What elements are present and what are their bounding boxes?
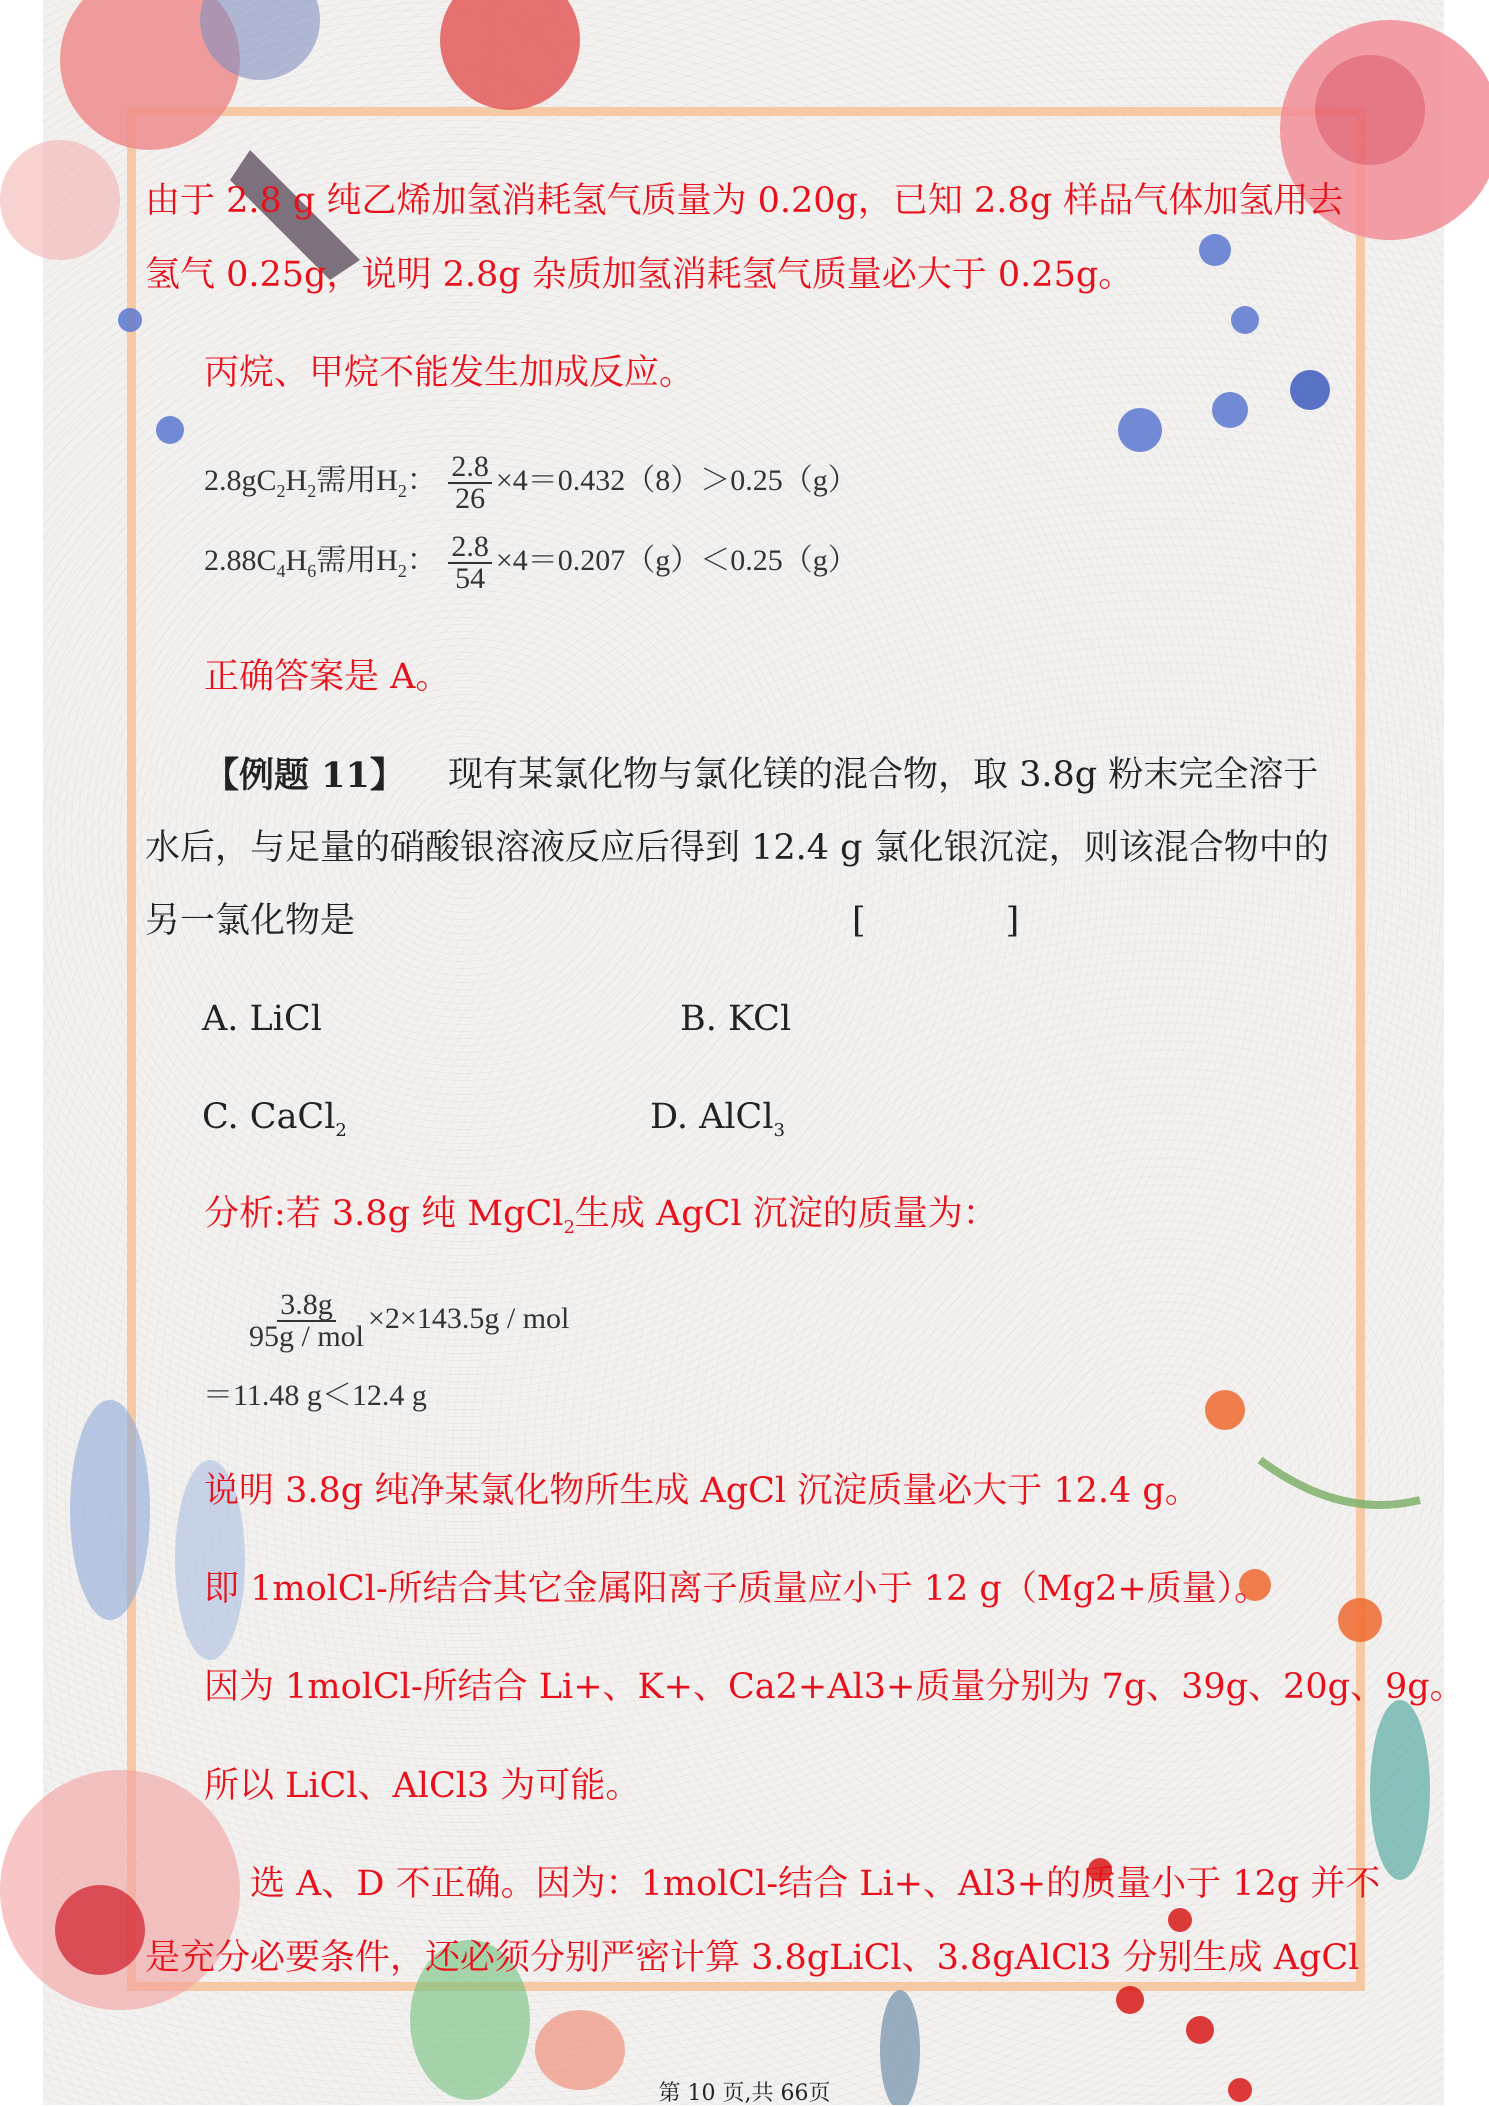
calc-formula <box>245 1290 569 1352</box>
calc-result: ＝11.48 g＜12.4 g <box>203 1379 427 1412</box>
analysis-text <box>204 1194 998 1238</box>
formula-text: ： <box>406 463 437 497</box>
question-text: 水后，与足量的硝酸银溶液反应后得到 12.4 g 氯化银沉淀，则该混合物中的 <box>145 828 1329 868</box>
formula-text: 需用H <box>316 463 398 497</box>
formula-text: ×4＝0.432（8）＞0.25（g） <box>495 463 858 497</box>
rose-icon <box>440 0 580 110</box>
formula-text: 2.8gC <box>204 463 277 497</box>
option-a: A. LiCl <box>202 999 322 1039</box>
formula-c4h6 <box>204 532 858 594</box>
question-text: 另一氯化物是 <box>145 901 356 941</box>
option-d <box>650 1097 785 1141</box>
example-title: 【例题 11】 <box>204 755 405 796</box>
formula-sub: 2 <box>397 480 407 501</box>
fraction <box>448 532 492 594</box>
analysis-part: 生成 AgCl 沉淀的质量为： <box>574 1194 998 1234</box>
fraction <box>448 452 492 514</box>
text-line: 因为 1molCl-所结合 Li+、K+、Ca2+Al3+质量分别为 7g、39g、20g、9g。 <box>204 1667 1465 1707</box>
numerator: 2.8 <box>448 532 492 564</box>
denominator: 95g / mol <box>249 1320 365 1353</box>
answer-text: 正确答案是 A。 <box>204 657 451 697</box>
denominator: 54 <box>455 562 486 595</box>
numerator: 2.8 <box>448 452 492 484</box>
formula-text: 2.88C <box>204 543 277 577</box>
answer-bracket: [ ] <box>852 901 1020 941</box>
formula-text: ×2×143.5g / mol <box>368 1301 570 1335</box>
formula-text: H <box>285 463 308 497</box>
text-line: 所以 LiCl、AlCl3 为可能。 <box>204 1766 641 1806</box>
formula-sub: 6 <box>307 560 317 581</box>
option-c <box>202 1097 347 1141</box>
analysis-sub: 2 <box>563 1217 575 1238</box>
formula-sub: 4 <box>276 560 286 581</box>
fraction <box>249 1290 364 1352</box>
formula-c2h2 <box>204 452 858 514</box>
analysis-part: 分析:若 3.8g 纯 MgCl <box>204 1194 564 1234</box>
text-line: 丙烷、甲烷不能发生加成反应。 <box>204 353 695 393</box>
formula-sub: 2 <box>276 480 286 501</box>
option-text: C. CaCl <box>202 1097 336 1137</box>
page-footer: 第 10 页,共 66页 <box>658 2081 831 2106</box>
option-b: B. KCl <box>680 999 792 1039</box>
option-text: D. AlCl <box>650 1097 774 1137</box>
option-sub: 2 <box>335 1120 347 1141</box>
formula-sub: 2 <box>397 560 407 581</box>
question-text: 现有某氯化物与氯化镁的混合物，取 3.8g 粉末完全溶于 <box>448 755 1319 795</box>
formula-sub: 2 <box>307 480 317 501</box>
formula-text: ×4＝0.207（g）＜0.25（g） <box>495 543 858 577</box>
text-line: 由于 2.8 g 纯乙烯加氢消耗氢气质量为 0.20g，已知 2.8g 样品气体加氢用去 <box>145 181 1344 221</box>
numerator: 3.8g <box>277 1290 336 1322</box>
text-line: 选 A、D 不正确。因为：1molCl-结合 Li+、Al3+的质量小于 12g 并不 <box>250 1864 1381 1904</box>
formula-text: H <box>285 543 308 577</box>
text-line: 氢气 0.25g，说明 2.8g 杂质加氢消耗氢气质量必大于 0.25g。 <box>145 255 1134 295</box>
text-line: 是充分必要条件，还必须分别严密计算 3.8gLiCl、3.8gAlCl3 分别生成 AgCl <box>145 1938 1360 1978</box>
text-line: 即 1molCl-所结合其它金属阳离子质量应小于 12 g（Mg2+质量）。 <box>204 1569 1270 1609</box>
formula-text: ： <box>406 543 437 577</box>
denominator: 26 <box>455 482 486 515</box>
text-line: 说明 3.8g 纯净某氯化物所生成 AgCl 沉淀质量必大于 12.4 g。 <box>204 1471 1200 1511</box>
option-sub: 3 <box>773 1120 785 1141</box>
formula-text: 需用H <box>316 543 398 577</box>
